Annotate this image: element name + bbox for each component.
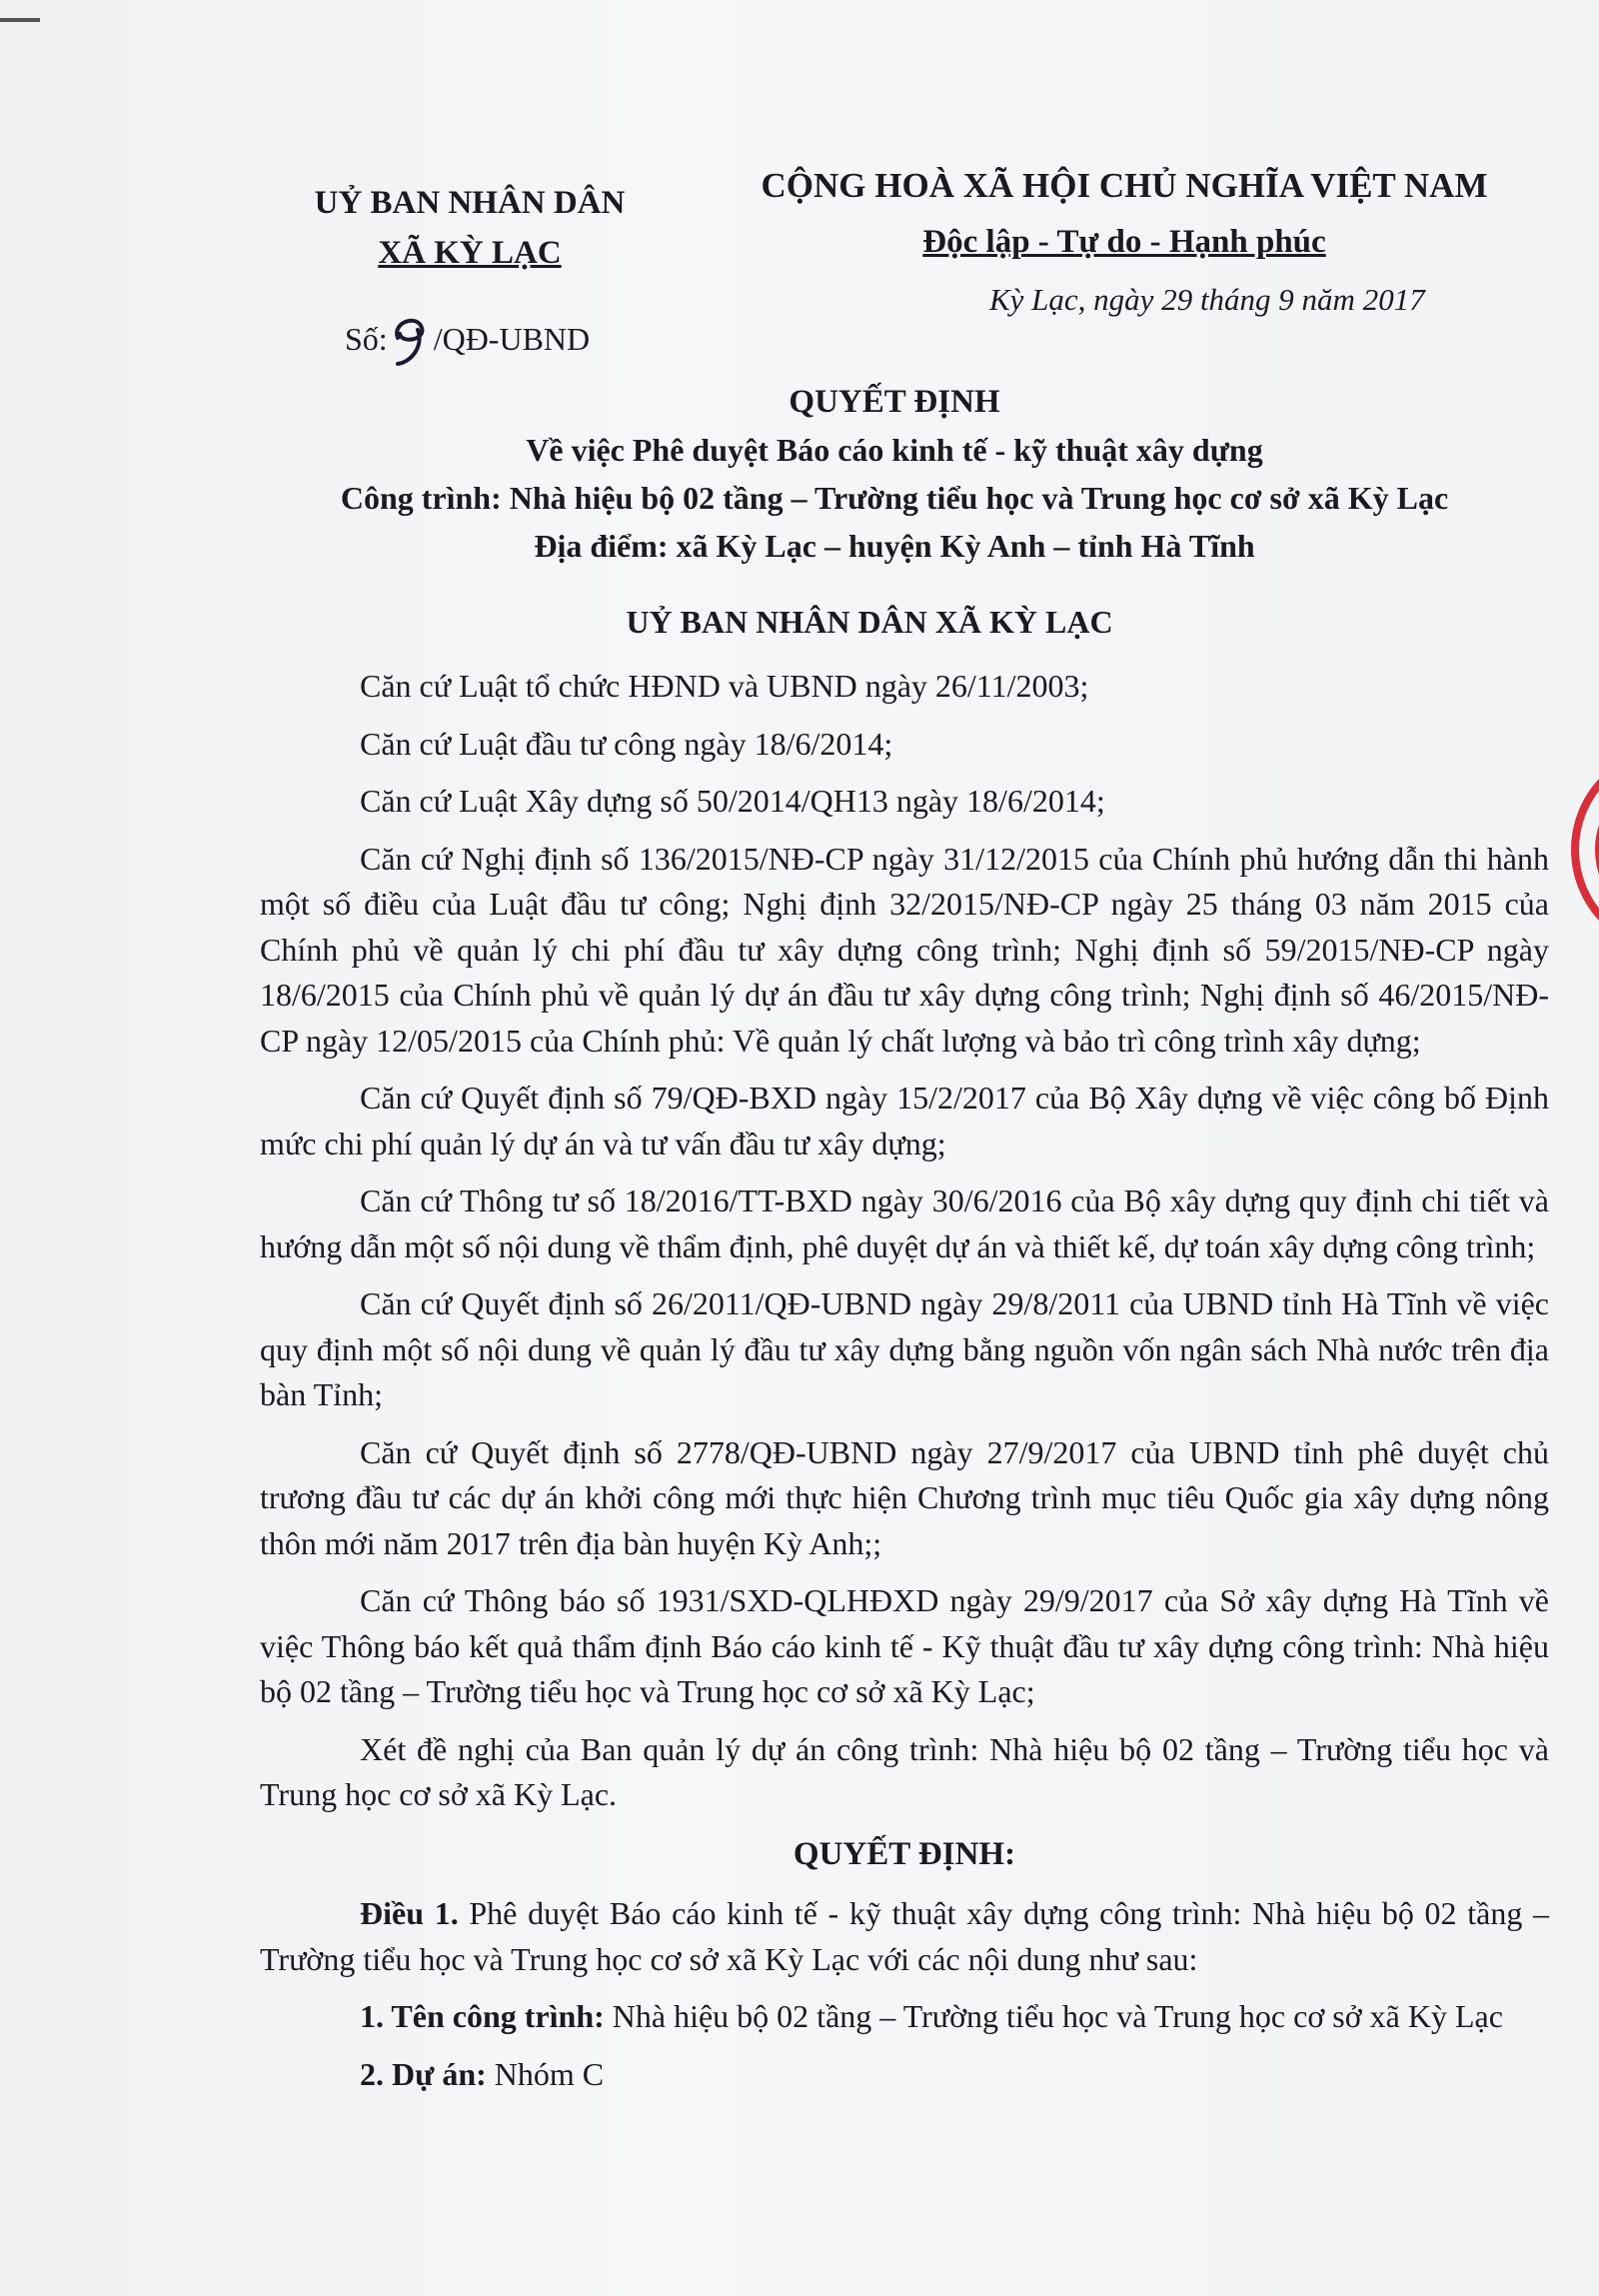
red-seal-stamp [1555, 730, 1599, 970]
basis-item: Căn cứ Luật tổ chức HĐND và UBND ngày 26/11/2003; [360, 668, 1089, 704]
number-prefix: Số: [345, 321, 388, 357]
basis-item: Xét đề nghị của Ban quản lý dự án công trình: Nhà hiệu bộ 02 tầng – Trường tiểu học và Trung học cơ sở xã Kỳ Lạc. [260, 1730, 1549, 1812]
national-motto: Độc lập - Tự do - Hạnh phúc [922, 224, 1326, 260]
document-number [345, 308, 590, 368]
agency-line2: XÃ KỲ LẠC [378, 235, 562, 271]
staple-mark [0, 18, 40, 22]
title-line3: Địa điểm: xã Kỳ Lạc – huyện Kỳ Anh – tỉnh Hà Tĩnh [534, 528, 1255, 564]
basis-item: Căn cứ Quyết định số 26/2011/QĐ-UBND ngày 29/8/2011 của UBND tỉnh Hà Tĩnh về việc quy định một số nội dung về quản lý đầu tư xây dựng bằng nguồn vốn ngân sách Nhà nước trên địa bàn Tỉnh; [260, 1285, 1549, 1412]
title-line1: Về việc Phê duyệt Báo cáo kinh tế - kỹ thuật xây dựng [526, 432, 1263, 468]
item-project-name [260, 1994, 1549, 2040]
basis-item: Căn cứ Nghị định số 136/2015/NĐ-CP ngày 31/12/2015 của Chính phủ hướng dẫn thi hành một số điều của Luật đầu tư công; Nghị định 32/2015/NĐ-CP ngày 25 tháng 03 năm 2015 của Chính phủ về quản lý chi phí đầu tư xây dựng công trình; Nghị định số 59/2015/NĐ-CP ngày 18/6/2015 của Chính phủ về quản lý dự án đầu tư xây dựng công trình; Nghị định số 46/2015/NĐ-CP ngày 12/05/2015 của Chính phủ: Về quản lý chất lượng và bảo trì công trình xây dựng; [260, 840, 1549, 1059]
item-label: 2. Dự án: [360, 2055, 487, 2092]
basis-item: Căn cứ Luật đầu tư công ngày 18/6/2014; [360, 725, 893, 762]
basis-item: Căn cứ Quyết định số 79/QĐ-BXD ngày 15/2/2017 của Bộ Xây dựng về việc công bố Định mức chi phí quản lý dự án và tư vấn đầu tư xây dựng; [260, 1080, 1549, 1161]
country-name: CỘNG HOÀ XÃ HỘI CHỦ NGHĨA VIỆT NAM [761, 166, 1488, 205]
item-text: Nhà hiệu bộ 02 tầng – Trường tiểu học và Trung học cơ sở xã Kỳ Lạc [604, 1998, 1503, 2034]
number-suffix: /QĐ-UBND [433, 321, 591, 357]
document-body [260, 664, 1549, 2109]
basis-item: Căn cứ Quyết định số 2778/QĐ-UBND ngày 27/9/2017 của UBND tỉnh phê duyệt chủ trương đầu tư các dự án khởi công mới thực hiện Chương trình mục tiêu Quốc gia xây dựng nông thôn mới năm 2017 trên địa bàn huyện Kỳ Anh;; [260, 1433, 1549, 1561]
issuing-agency [300, 178, 640, 278]
handwritten-number-mark [388, 308, 434, 368]
national-header [740, 158, 1509, 270]
item-label: 1. Tên công trình: [360, 1998, 605, 2034]
basis-item: Căn cứ Thông tư số 18/2016/TT-BXD ngày 30/6/2016 của Bộ xây dựng quy định chi tiết và hướng dẫn một số nội dung về thẩm định, phê duyệt dự án và thiết kế, dự toán xây dựng công trình; [260, 1182, 1549, 1264]
article-1-label: Điều 1. [360, 1895, 459, 1931]
decision-heading: QUYẾT ĐỊNH: [793, 1835, 1016, 1872]
item-project-group [260, 2052, 1549, 2098]
basis-item: Căn cứ Thông báo số 1931/SXD-QLHĐXD ngày 29/9/2017 của Sở xây dựng Hà Tĩnh về việc Thông báo kết quả thẩm định Báo cáo kinh tế - Kỹ thuật đầu tư xây dựng công trình: Nhà hiệu bộ 02 tầng – Trường tiểu học và Trung học cơ sở xã Kỳ Lạc; [260, 1582, 1549, 1709]
decision-title [230, 378, 1559, 570]
article-1 [260, 1891, 1549, 1982]
agency-line1: UỶ BAN NHÂN DÂN [314, 185, 626, 221]
article-1-text: Phê duyệt Báo cáo kinh tế - kỹ thuật xây dựng công trình: Nhà hiệu bộ 02 tầng – Trường tiểu học và Trung học cơ sở xã Kỳ Lạc với các nội dung như sau: [260, 1895, 1549, 1977]
basis-item: Căn cứ Luật Xây dựng số 50/2014/QH13 ngày 18/6/2014; [360, 783, 1105, 819]
authority-heading: UỶ BAN NHÂN DÂN XÃ KỲ LẠC [626, 604, 1113, 640]
issue-date: Kỳ Lạc, ngày 29 tháng 9 năm 2017 [989, 282, 1425, 317]
title-heading: QUYẾT ĐỊNH [789, 384, 1000, 420]
item-text: Nhóm C [486, 2055, 605, 2092]
title-line2: Công trình: Nhà hiệu bộ 02 tầng – Trường tiểu học và Trung học cơ sở xã Kỳ Lạc [340, 480, 1449, 516]
